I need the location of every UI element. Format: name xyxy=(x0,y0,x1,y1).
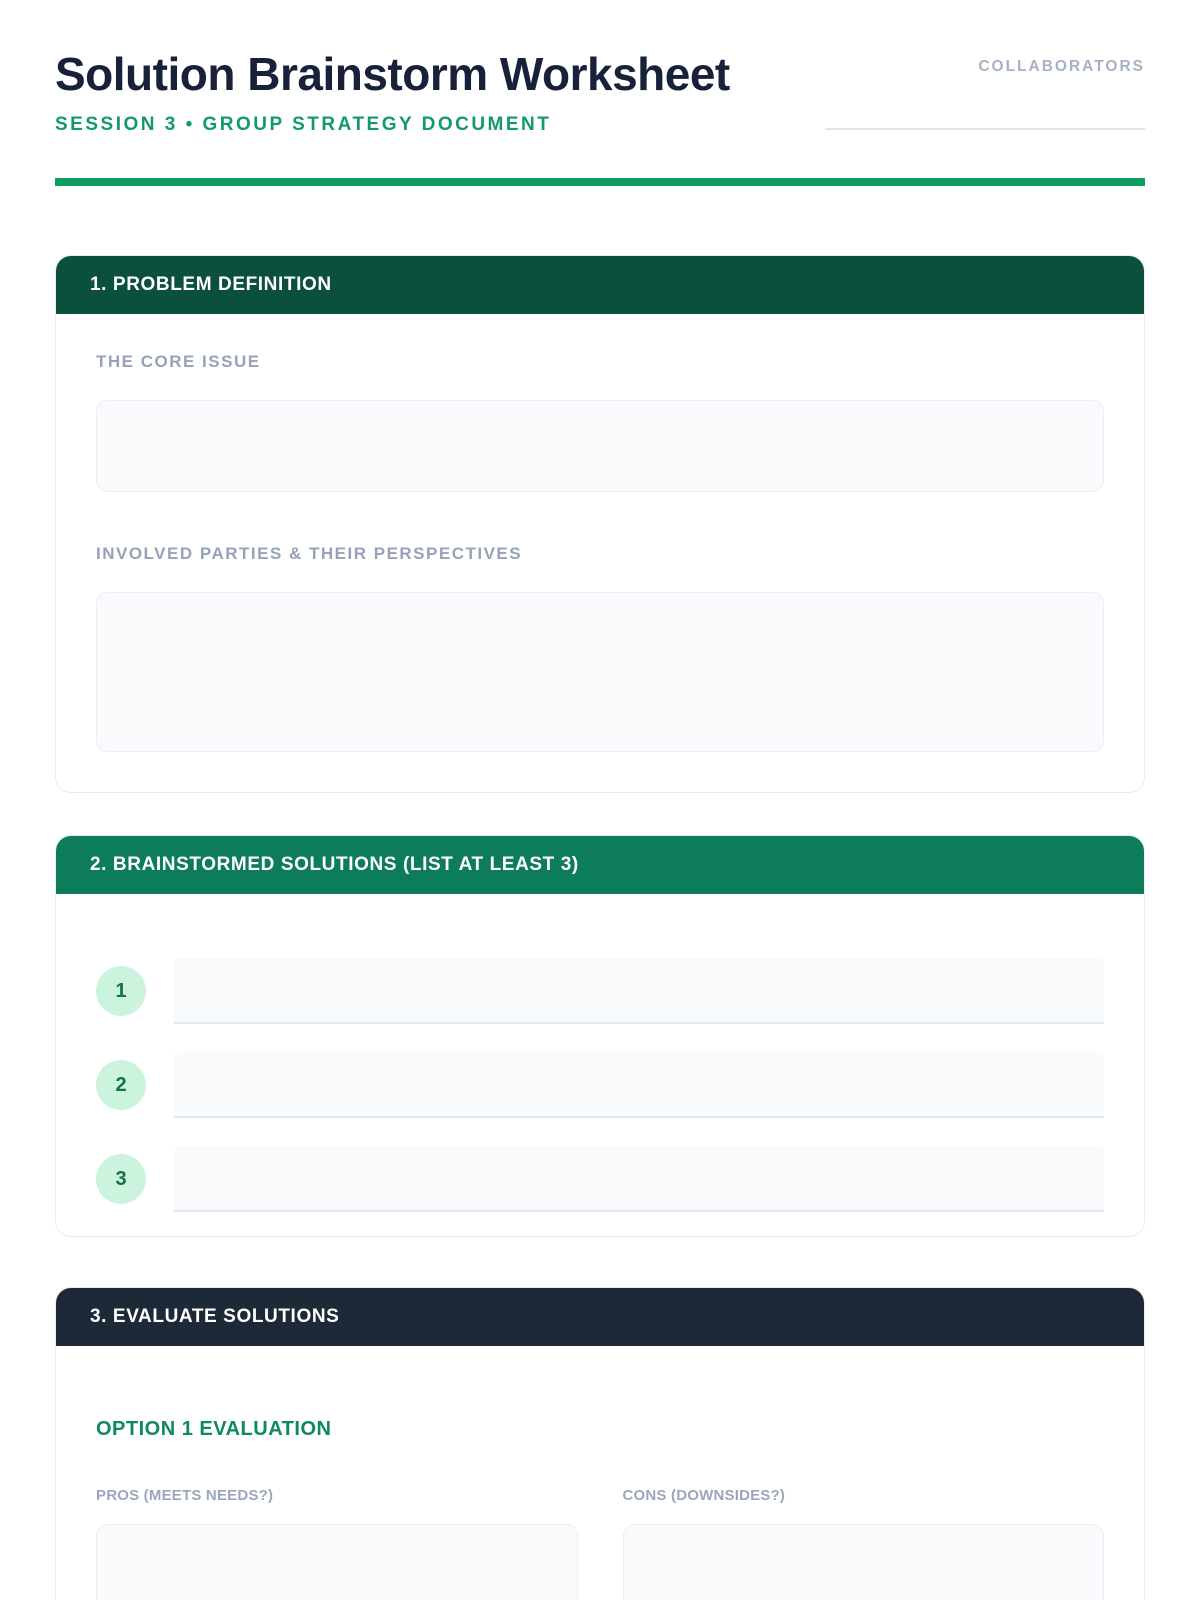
section-1-header: 1. PROBLEM DEFINITION xyxy=(56,256,1144,314)
cons-column xyxy=(623,1487,1105,1600)
section-brainstormed-solutions xyxy=(55,835,1145,1237)
title-block xyxy=(55,50,730,136)
involved-parties-label: INVOLVED PARTIES & THEIR PERSPECTIVES xyxy=(96,544,523,564)
page-title: Solution Brainstorm Worksheet xyxy=(55,48,730,100)
core-issue-label: THE CORE ISSUE xyxy=(96,352,261,372)
section-evaluate-solutions xyxy=(55,1287,1145,1600)
solution-input-2[interactable] xyxy=(174,1052,1104,1118)
involved-parties-input[interactable] xyxy=(96,592,1104,752)
pros-column xyxy=(96,1487,578,1600)
solution-number-badge-2: 2 xyxy=(96,1060,146,1110)
solution-input-1[interactable] xyxy=(174,958,1104,1024)
solution-row-2 xyxy=(96,1052,1104,1118)
collaborators-label: COLLABORATORS xyxy=(978,58,1145,75)
section-1-body xyxy=(56,314,1144,792)
section-3-header: 3. EVALUATE SOLUTIONS xyxy=(56,1288,1144,1346)
section-3-body xyxy=(56,1346,1144,1600)
option-1-evaluation-title: OPTION 1 EVALUATION xyxy=(96,1418,332,1441)
page-subtitle: SESSION 3 • GROUP STRATEGY DOCUMENT xyxy=(55,114,552,136)
core-issue-input[interactable] xyxy=(96,400,1104,492)
document-header xyxy=(55,50,1145,136)
evaluation-grid xyxy=(96,1487,1104,1600)
section-2-header: 2. BRAINSTORMED SOLUTIONS (LIST AT LEAST 3) xyxy=(56,836,1144,894)
header-divider xyxy=(55,178,1145,186)
solution-row-1 xyxy=(96,958,1104,1024)
cons-label: CONS (DOWNSIDES?) xyxy=(622,1487,786,1505)
cons-input[interactable] xyxy=(623,1524,1105,1600)
section-problem-definition xyxy=(55,255,1145,793)
pros-label: PROS (MEETS NEEDS?) xyxy=(96,1487,274,1505)
solution-number-badge-1: 1 xyxy=(96,966,146,1016)
collaborators-signature-line[interactable] xyxy=(825,128,1145,130)
solution-number-badge-3: 3 xyxy=(96,1154,146,1204)
worksheet-page xyxy=(0,50,1200,1600)
solution-input-3[interactable] xyxy=(174,1146,1104,1212)
pros-input[interactable] xyxy=(96,1524,578,1600)
collaborators-block xyxy=(825,50,1145,130)
solution-row-3 xyxy=(96,1146,1104,1212)
section-2-body xyxy=(56,894,1144,1236)
